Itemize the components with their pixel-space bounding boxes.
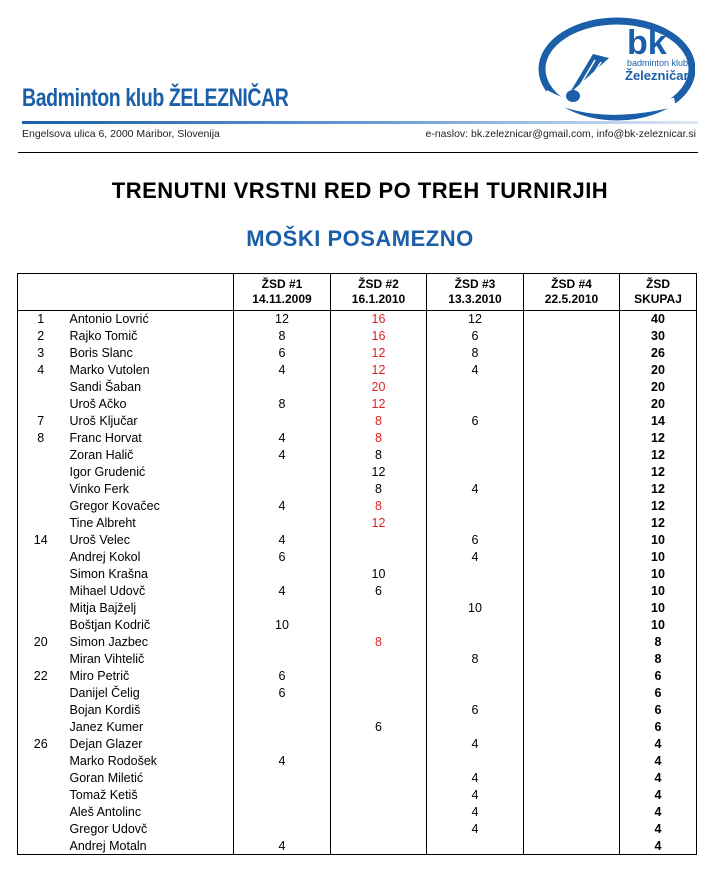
rank-cell xyxy=(18,821,64,838)
tournament-3-points xyxy=(427,396,524,413)
tournament-1-points: 4 xyxy=(234,838,331,855)
rank-cell: 4 xyxy=(18,362,64,379)
tournament-4-points xyxy=(524,583,620,600)
tournament-3-points: 8 xyxy=(427,651,524,668)
tournament-2-points xyxy=(331,651,427,668)
tournament-4-points xyxy=(524,413,620,430)
total-points: 14 xyxy=(620,413,697,430)
tournament-2-points xyxy=(331,753,427,770)
total-points: 12 xyxy=(620,515,697,532)
tournament-1-points: 8 xyxy=(234,328,331,345)
tournament-4-points xyxy=(524,651,620,668)
tournament-4-points xyxy=(524,464,620,481)
total-points: 10 xyxy=(620,617,697,634)
tournament-2-points xyxy=(331,787,427,804)
tournament-3-points xyxy=(427,498,524,515)
tournament-4-points xyxy=(524,753,620,770)
total-points: 4 xyxy=(620,753,697,770)
table-row xyxy=(18,770,697,787)
player-name-cell: Marko Rodošek xyxy=(64,753,234,770)
player-name-cell: Sandi Šaban xyxy=(64,379,234,396)
total-points: 8 xyxy=(620,634,697,651)
rank-cell xyxy=(18,685,64,702)
player-name-cell: Tine Albreht xyxy=(64,515,234,532)
tournament-4-points xyxy=(524,430,620,447)
tournament-3-points xyxy=(427,634,524,651)
player-name-cell: Antonio Lovrić xyxy=(64,311,234,328)
tournament-1-points xyxy=(234,736,331,753)
tournament-1-points: 4 xyxy=(234,498,331,515)
total-points: 20 xyxy=(620,379,697,396)
tournament-1-points: 8 xyxy=(234,396,331,413)
tournament-3-points xyxy=(427,566,524,583)
tournament-2-points: 12 xyxy=(331,345,427,362)
table-row xyxy=(18,549,697,566)
table-row xyxy=(18,753,697,770)
tournament-2-points xyxy=(331,617,427,634)
table-row xyxy=(18,447,697,464)
tournament-4-points xyxy=(524,549,620,566)
tournament-2-points: 16 xyxy=(331,311,427,328)
rank-cell xyxy=(18,396,64,413)
rank-cell xyxy=(18,464,64,481)
total-points: 4 xyxy=(620,787,697,804)
tournament-3-points xyxy=(427,668,524,685)
rank-cell: 8 xyxy=(18,430,64,447)
player-name-cell: Danijel Čelig xyxy=(64,685,234,702)
total-points: 6 xyxy=(620,685,697,702)
rank-cell: 2 xyxy=(18,328,64,345)
tournament-4-points xyxy=(524,668,620,685)
tournament-2-points: 8 xyxy=(331,498,427,515)
rank-cell xyxy=(18,651,64,668)
tournament-3-points: 4 xyxy=(427,804,524,821)
tournament-2-points xyxy=(331,668,427,685)
table-row xyxy=(18,379,697,396)
tournament-1-points xyxy=(234,379,331,396)
tournament-1-points xyxy=(234,413,331,430)
tournament-3-points: 6 xyxy=(427,532,524,549)
table-row xyxy=(18,685,697,702)
tournament-2-points xyxy=(331,600,427,617)
tournament-3-points xyxy=(427,685,524,702)
tournament-2-points xyxy=(331,821,427,838)
tournament-2-points: 8 xyxy=(331,413,427,430)
tournament-1-points: 6 xyxy=(234,685,331,702)
tournament-2-points: 12 xyxy=(331,515,427,532)
total-points: 12 xyxy=(620,430,697,447)
tournament-3-points: 6 xyxy=(427,413,524,430)
tournament-2-points xyxy=(331,685,427,702)
rank-cell: 20 xyxy=(18,634,64,651)
player-name-cell: Gregor Kovačec xyxy=(64,498,234,515)
tournament-1-points: 4 xyxy=(234,583,331,600)
logo-big-text: bk xyxy=(627,24,667,62)
rank-cell: 7 xyxy=(18,413,64,430)
tournament-3-points xyxy=(427,753,524,770)
rank-cell xyxy=(18,804,64,821)
tournament-2-points xyxy=(331,804,427,821)
table-row xyxy=(18,328,697,345)
tournament-4-points xyxy=(524,532,620,549)
tournament-1-points: 6 xyxy=(234,668,331,685)
tournament-1-points xyxy=(234,702,331,719)
shuttlecock-icon xyxy=(566,54,609,102)
player-name-cell: Andrej Motaln xyxy=(64,838,234,855)
player-name-cell: Aleš Antolinc xyxy=(64,804,234,821)
table-row xyxy=(18,481,697,498)
tournament-3-points xyxy=(427,464,524,481)
tournament-3-points: 4 xyxy=(427,362,524,379)
table-row xyxy=(18,566,697,583)
club-email: e-naslov: bk.zeleznicar@gmail.com, info@bk-zeleznicar.si xyxy=(425,128,696,140)
tournament-3-points xyxy=(427,430,524,447)
player-name-cell: Miro Petrič xyxy=(64,668,234,685)
player-name-cell: Miran Vihtelič xyxy=(64,651,234,668)
table-row xyxy=(18,617,697,634)
tournament-2-points xyxy=(331,736,427,753)
tournament-4-points xyxy=(524,328,620,345)
tournament-1-points xyxy=(234,600,331,617)
header-tournament-4: ŽSD #4 22.5.2010 xyxy=(524,274,620,311)
tournament-4-points xyxy=(524,515,620,532)
table-row xyxy=(18,583,697,600)
tournament-3-points: 4 xyxy=(427,787,524,804)
standings-body xyxy=(18,311,697,855)
tournament-3-points xyxy=(427,447,524,464)
total-points: 12 xyxy=(620,464,697,481)
tournament-2-points: 10 xyxy=(331,566,427,583)
tournament-4-points xyxy=(524,634,620,651)
rank-cell: 1 xyxy=(18,311,64,328)
tournament-4-points xyxy=(524,736,620,753)
total-points: 10 xyxy=(620,600,697,617)
tournament-3-points: 4 xyxy=(427,770,524,787)
table-row xyxy=(18,787,697,804)
player-name-cell: Simon Jazbec xyxy=(64,634,234,651)
tournament-2-points: 20 xyxy=(331,379,427,396)
table-row xyxy=(18,396,697,413)
tournament-2-points: 12 xyxy=(331,362,427,379)
table-row xyxy=(18,651,697,668)
player-name-cell: Franc Horvat xyxy=(64,430,234,447)
table-row xyxy=(18,464,697,481)
table-row xyxy=(18,430,697,447)
tournament-4-points xyxy=(524,396,620,413)
rank-cell xyxy=(18,583,64,600)
table-row xyxy=(18,345,697,362)
player-name-cell: Marko Vutolen xyxy=(64,362,234,379)
tournament-1-points: 6 xyxy=(234,549,331,566)
player-name-cell: Uroš Ključar xyxy=(64,413,234,430)
total-points: 12 xyxy=(620,447,697,464)
rank-cell xyxy=(18,481,64,498)
tournament-1-points xyxy=(234,804,331,821)
rank-cell xyxy=(18,702,64,719)
tournament-3-points: 4 xyxy=(427,736,524,753)
tournament-2-points xyxy=(331,838,427,855)
total-points: 12 xyxy=(620,498,697,515)
player-name-cell: Uroš Ačko xyxy=(64,396,234,413)
tournament-1-points xyxy=(234,481,331,498)
total-points: 4 xyxy=(620,838,697,855)
rank-cell xyxy=(18,719,64,736)
rank-cell: 14 xyxy=(18,532,64,549)
tournament-1-points: 6 xyxy=(234,345,331,362)
table-row xyxy=(18,719,697,736)
tournament-1-points: 10 xyxy=(234,617,331,634)
rank-cell xyxy=(18,515,64,532)
rank-cell xyxy=(18,549,64,566)
rank-cell xyxy=(18,566,64,583)
table-row xyxy=(18,600,697,617)
tournament-3-points xyxy=(427,617,524,634)
table-row xyxy=(18,838,697,855)
header-tournament-3: ŽSD #3 13.3.2010 xyxy=(427,274,524,311)
player-name-cell: Igor Grudenić xyxy=(64,464,234,481)
tournament-3-points: 4 xyxy=(427,549,524,566)
tournament-2-points xyxy=(331,532,427,549)
tournament-3-points: 4 xyxy=(427,481,524,498)
player-name-cell: Vinko Ferk xyxy=(64,481,234,498)
header-name xyxy=(64,274,234,311)
table-row xyxy=(18,736,697,753)
player-name-cell: Rajko Tomič xyxy=(64,328,234,345)
tournament-1-points xyxy=(234,566,331,583)
tournament-4-points xyxy=(524,685,620,702)
rank-cell xyxy=(18,600,64,617)
player-name-cell: Boris Slanc xyxy=(64,345,234,362)
tournament-3-points xyxy=(427,719,524,736)
tournament-1-points xyxy=(234,770,331,787)
table-row xyxy=(18,821,697,838)
header-divider xyxy=(18,152,698,153)
total-points: 4 xyxy=(620,736,697,753)
tournament-4-points xyxy=(524,481,620,498)
tournament-1-points xyxy=(234,787,331,804)
table-row xyxy=(18,311,697,328)
rank-cell xyxy=(18,498,64,515)
rank-cell xyxy=(18,447,64,464)
player-name-cell: Uroš Velec xyxy=(64,532,234,549)
player-name-cell: Gregor Udovč xyxy=(64,821,234,838)
tournament-1-points: 12 xyxy=(234,311,331,328)
tournament-2-points: 8 xyxy=(331,634,427,651)
header-tournament-1: ŽSD #1 14.11.2009 xyxy=(234,274,331,311)
rank-cell: 3 xyxy=(18,345,64,362)
tournament-1-points xyxy=(234,515,331,532)
tournament-2-points: 8 xyxy=(331,481,427,498)
tournament-1-points: 4 xyxy=(234,447,331,464)
page-subtitle: MOŠKI POSAMEZNO xyxy=(246,226,474,251)
total-points: 20 xyxy=(620,396,697,413)
tournament-4-points xyxy=(524,617,620,634)
total-points: 10 xyxy=(620,532,697,549)
tournament-4-points xyxy=(524,804,620,821)
tournament-4-points xyxy=(524,838,620,855)
player-name-cell: Mihael Udovč xyxy=(64,583,234,600)
player-name-cell: Tomaž Ketiš xyxy=(64,787,234,804)
tournament-4-points xyxy=(524,566,620,583)
rank-cell xyxy=(18,770,64,787)
tournament-2-points: 12 xyxy=(331,396,427,413)
club-name: Badminton klub ŽELEZNIČAR xyxy=(22,84,289,112)
total-points: 10 xyxy=(620,566,697,583)
player-name-cell: Boštjan Kodrič xyxy=(64,617,234,634)
table-row xyxy=(18,668,697,685)
tournament-3-points: 6 xyxy=(427,328,524,345)
tournament-4-points xyxy=(524,345,620,362)
total-points: 4 xyxy=(620,804,697,821)
club-address: Engelsova ulica 6, 2000 Maribor, Slovenija xyxy=(22,128,220,140)
tournament-3-points xyxy=(427,583,524,600)
player-name-cell: Dejan Glazer xyxy=(64,736,234,753)
tournament-1-points: 4 xyxy=(234,430,331,447)
total-points: 26 xyxy=(620,345,697,362)
tournament-3-points: 10 xyxy=(427,600,524,617)
tournament-4-points xyxy=(524,600,620,617)
tournament-3-points: 6 xyxy=(427,702,524,719)
rank-cell: 22 xyxy=(18,668,64,685)
rank-cell xyxy=(18,379,64,396)
tournament-3-points: 8 xyxy=(427,345,524,362)
tournament-1-points: 4 xyxy=(234,362,331,379)
tournament-2-points: 6 xyxy=(331,719,427,736)
player-name-cell: Andrej Kokol xyxy=(64,549,234,566)
rank-cell xyxy=(18,787,64,804)
player-name-cell: Janez Kumer xyxy=(64,719,234,736)
rank-cell xyxy=(18,838,64,855)
total-points: 4 xyxy=(620,821,697,838)
table-header-row xyxy=(18,274,697,311)
tournament-2-points: 12 xyxy=(331,464,427,481)
tournament-2-points: 8 xyxy=(331,447,427,464)
tournament-4-points xyxy=(524,770,620,787)
total-points: 4 xyxy=(620,770,697,787)
tournament-4-points xyxy=(524,498,620,515)
table-row xyxy=(18,498,697,515)
tournament-4-points xyxy=(524,719,620,736)
tournament-3-points xyxy=(427,515,524,532)
header-rank xyxy=(18,274,64,311)
total-points: 10 xyxy=(620,583,697,600)
page-title: TRENUTNI VRSTNI RED PO TREH TURNIRJIH xyxy=(111,178,609,203)
standings-table xyxy=(17,273,697,855)
tournament-4-points xyxy=(524,447,620,464)
tournament-1-points xyxy=(234,821,331,838)
tournament-2-points: 6 xyxy=(331,583,427,600)
total-points: 10 xyxy=(620,549,697,566)
tournament-1-points: 4 xyxy=(234,753,331,770)
tournament-1-points xyxy=(234,651,331,668)
total-points: 8 xyxy=(620,651,697,668)
total-points: 6 xyxy=(620,668,697,685)
tournament-1-points xyxy=(234,464,331,481)
tournament-4-points xyxy=(524,821,620,838)
table-row xyxy=(18,804,697,821)
tournament-2-points xyxy=(331,549,427,566)
player-name-cell: Bojan Kordiš xyxy=(64,702,234,719)
tournament-3-points: 4 xyxy=(427,821,524,838)
club-logo xyxy=(535,14,695,124)
tournament-3-points xyxy=(427,379,524,396)
player-name-cell: Goran Miletić xyxy=(64,770,234,787)
table-row xyxy=(18,515,697,532)
table-row xyxy=(18,413,697,430)
table-row xyxy=(18,702,697,719)
player-name-cell: Zoran Halič xyxy=(64,447,234,464)
total-points: 6 xyxy=(620,719,697,736)
total-points: 40 xyxy=(620,311,697,328)
tournament-3-points: 12 xyxy=(427,311,524,328)
total-points: 20 xyxy=(620,362,697,379)
tournament-2-points: 8 xyxy=(331,430,427,447)
logo-name-text: Železničar xyxy=(625,68,689,83)
tournament-1-points xyxy=(234,719,331,736)
total-points: 6 xyxy=(620,702,697,719)
total-points: 30 xyxy=(620,328,697,345)
tournament-4-points xyxy=(524,702,620,719)
tournament-2-points xyxy=(331,702,427,719)
total-points: 12 xyxy=(620,481,697,498)
tournament-4-points xyxy=(524,787,620,804)
player-name-cell: Simon Krašna xyxy=(64,566,234,583)
tournament-2-points: 16 xyxy=(331,328,427,345)
rank-cell xyxy=(18,753,64,770)
rank-cell: 26 xyxy=(18,736,64,753)
tournament-4-points xyxy=(524,379,620,396)
player-name-cell: Mitja Bajželj xyxy=(64,600,234,617)
header-total: ŽSD SKUPAJ xyxy=(620,274,697,311)
tournament-1-points xyxy=(234,634,331,651)
rank-cell xyxy=(18,617,64,634)
tournament-1-points: 4 xyxy=(234,532,331,549)
tournament-2-points xyxy=(331,770,427,787)
logo-small-text: badminton klub xyxy=(627,58,689,68)
tournament-4-points xyxy=(524,311,620,328)
tournament-4-points xyxy=(524,362,620,379)
tournament-3-points xyxy=(427,838,524,855)
table-row xyxy=(18,532,697,549)
table-row xyxy=(18,362,697,379)
table-row xyxy=(18,634,697,651)
header-tournament-2: ŽSD #2 16.1.2010 xyxy=(331,274,427,311)
header-divider-blue xyxy=(22,121,698,124)
